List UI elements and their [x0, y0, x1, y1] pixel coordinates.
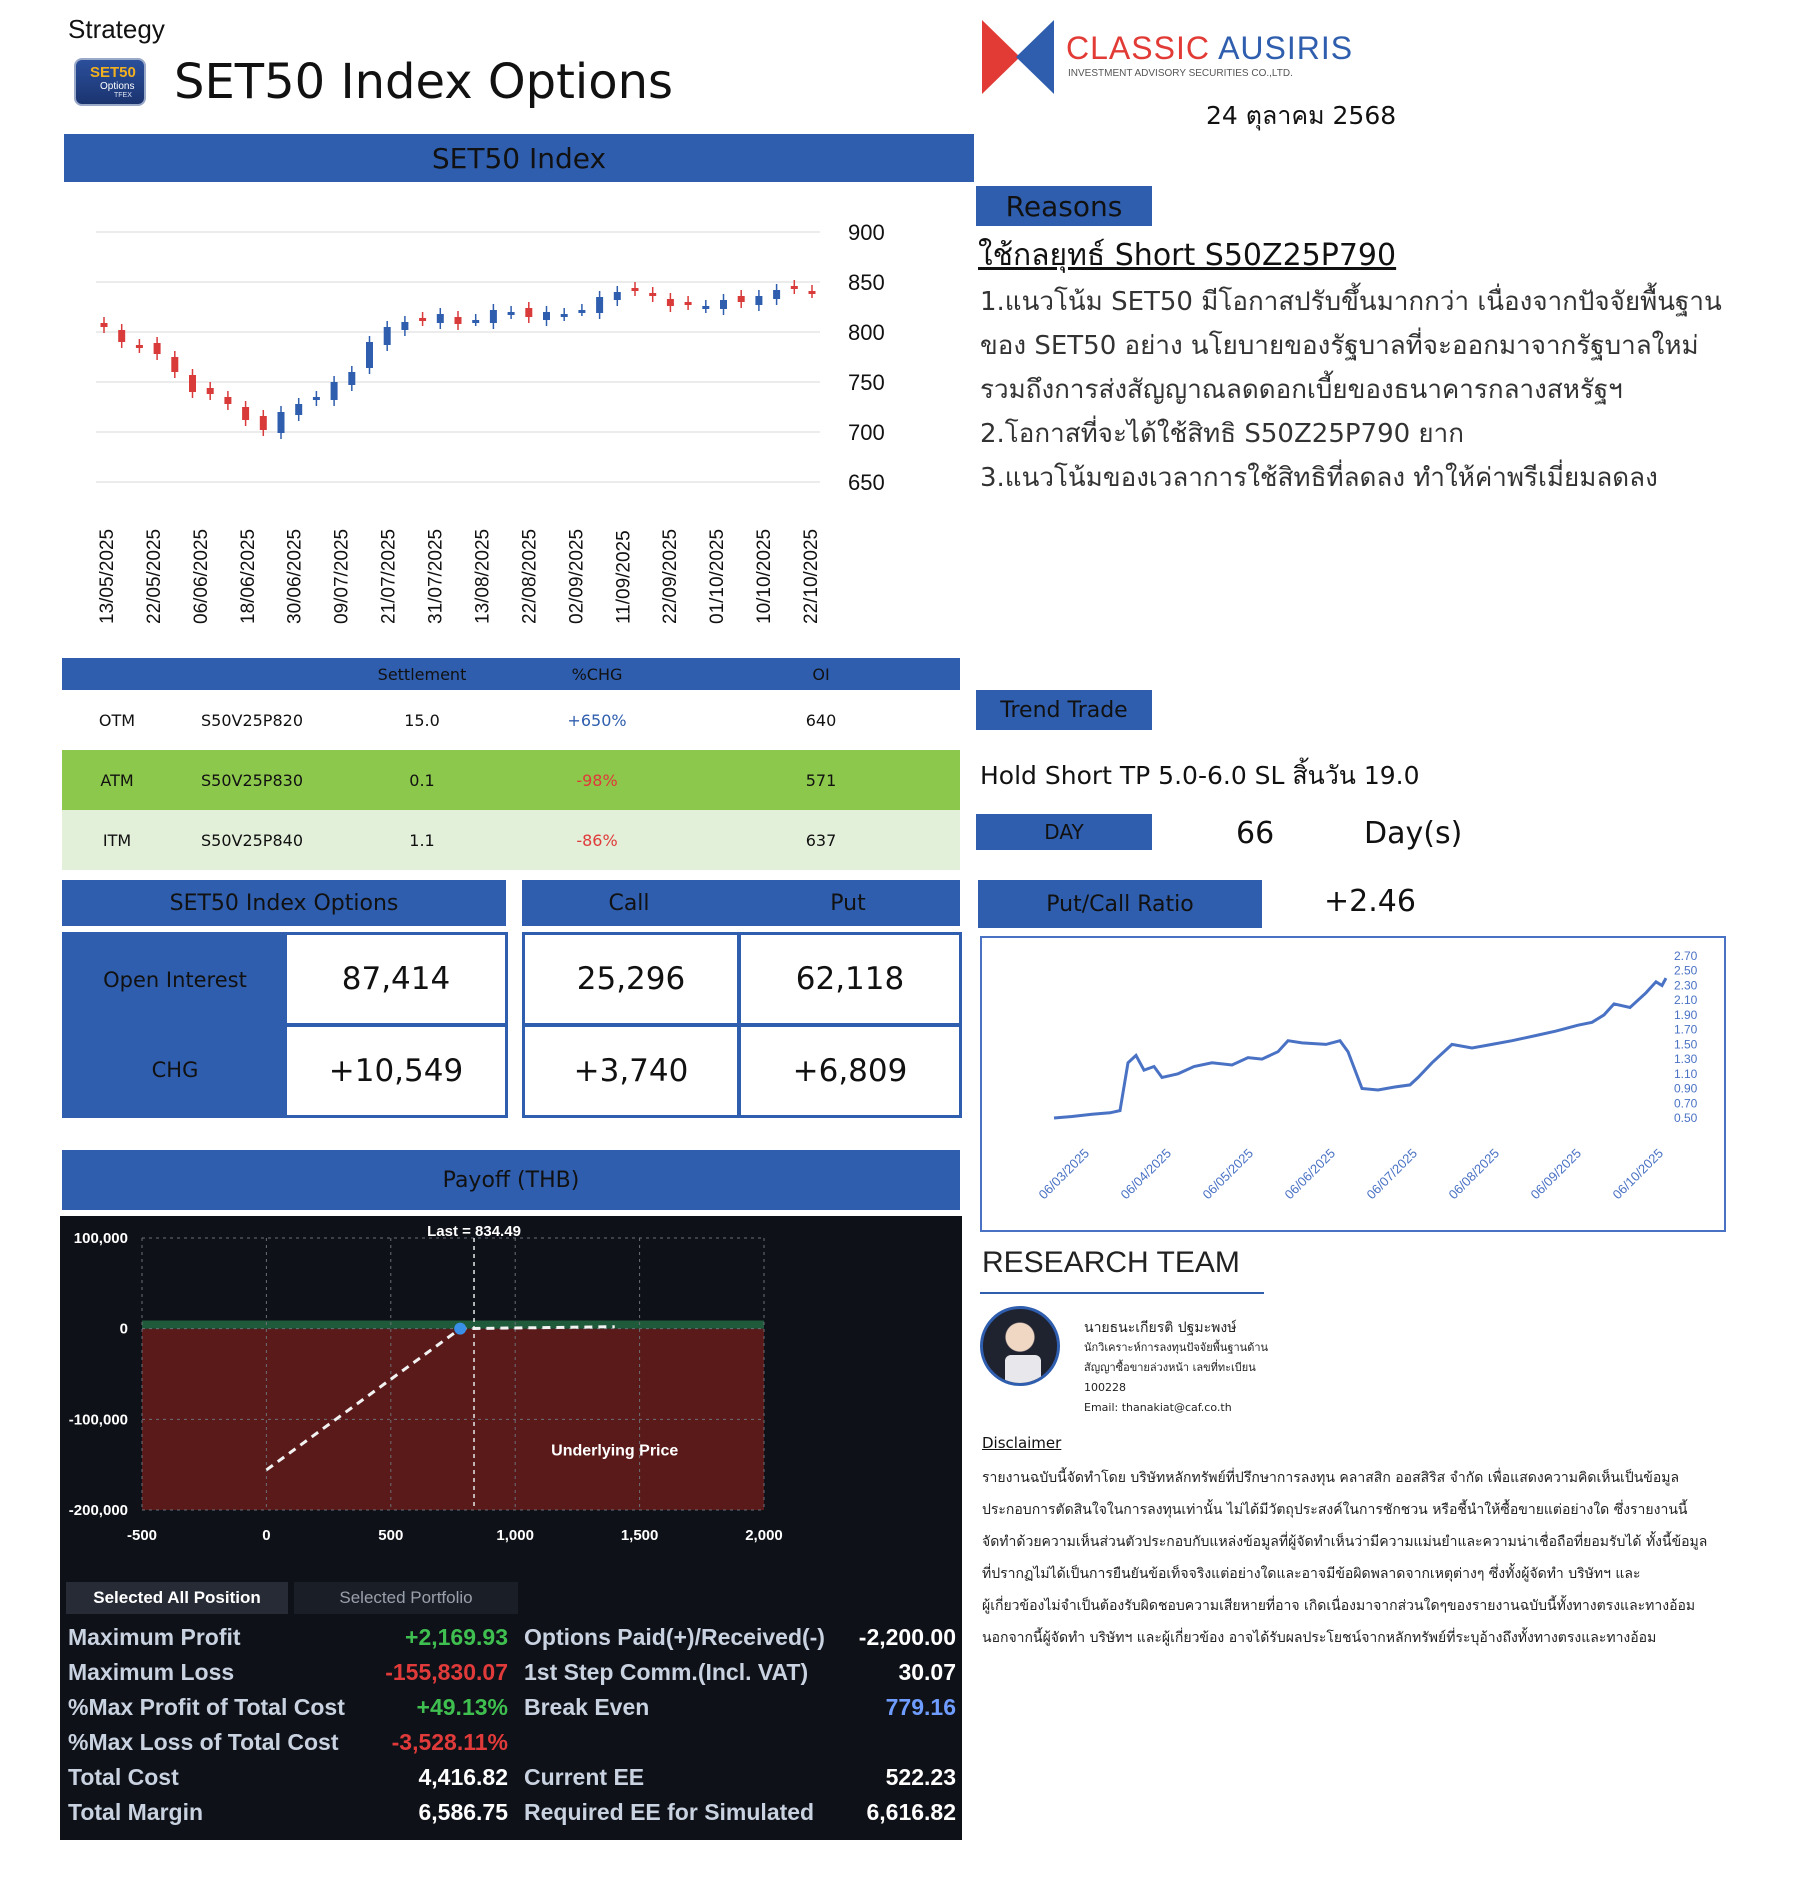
candle-body [685, 302, 692, 305]
profit-area [142, 1321, 764, 1329]
stat-label: %Max Profit of Total Cost [68, 1694, 345, 1720]
pcr-x-tick: 06/08/2025 [1445, 1145, 1503, 1203]
company-name-2: AUSIRIS [1218, 30, 1354, 66]
set50-candlestick-chart [64, 200, 974, 640]
candle-body [614, 292, 621, 300]
candle-body [384, 327, 391, 345]
payoff-y-tick: -100,000 [68, 1411, 128, 1429]
x-tick-label: 22/05/2025 [143, 528, 165, 624]
candle-body [561, 314, 568, 317]
set50-options-logo [74, 58, 146, 106]
put-call-ratio-chart [982, 938, 1724, 1230]
candle-body [101, 323, 108, 327]
x-tick-label: 01/10/2025 [707, 528, 729, 624]
pcr-x-tick: 06/09/2025 [1527, 1145, 1585, 1203]
strategy-label: Strategy [68, 14, 165, 44]
candle-body [401, 322, 408, 330]
call-label: Call [608, 890, 650, 916]
analyst-avatar [980, 1306, 1060, 1386]
payoff-panel [60, 1216, 962, 1840]
y-tick-label: 900 [848, 220, 885, 245]
pcr-x-tick: 06/04/2025 [1117, 1145, 1175, 1203]
candle-body [543, 312, 550, 320]
total-chg-value: +10,549 [287, 1027, 505, 1115]
stat-label: 1st Step Comm.(Incl. VAT) [524, 1659, 809, 1685]
payoff-chart [60, 1216, 962, 1572]
analyst-name: นายธนะเกียรติ ปฐมะพงษ์ [1084, 1320, 1237, 1336]
pcr-value: +2.46 [1324, 884, 1416, 919]
candle-body [224, 397, 231, 404]
trend-trade-tab: Trend Trade [976, 690, 1152, 730]
options-table-row [62, 810, 960, 870]
candle-body [773, 290, 780, 299]
chg-cell: -86% [576, 830, 618, 850]
stat-label: Required EE for Simulated [524, 1799, 815, 1825]
stat-value: +49.13% [416, 1694, 508, 1720]
stat-label: Break Even [524, 1694, 650, 1720]
payoff-stats [60, 1624, 962, 1834]
stat-value: 779.16 [885, 1694, 956, 1720]
payoff-x-tick: -500 [126, 1527, 158, 1544]
x-tick-label: 10/10/2025 [754, 528, 776, 624]
payoff-x-tick: 1,000 [496, 1527, 534, 1544]
candle-body [313, 397, 320, 400]
stat-label: %Max Loss of Total Cost [68, 1729, 339, 1755]
candle-body [632, 288, 639, 291]
stat-value: 4,416.82 [418, 1764, 508, 1790]
candle-body [348, 372, 355, 385]
disclaimer-line: ที่ปรากฏไม่ได้เป็นการยืนยันข้อเท็จจริงแต่อย่างใดและอาจมีข้อผิดพลาดจากเหตุต่างๆ ซึ่งทั้งผู้จัดทำ บริษัทฯ และ [982, 1566, 1641, 1582]
y-tick-label: 700 [848, 420, 885, 445]
candle-body [278, 412, 285, 433]
candle-body [295, 404, 302, 415]
moneyness-cell: ATM [100, 770, 134, 790]
stat-label: Total Margin [68, 1799, 204, 1825]
pcr-x-tick: 06/03/2025 [1035, 1145, 1093, 1203]
pcr-x-tick: 06/06/2025 [1281, 1145, 1339, 1203]
candle-body [136, 345, 143, 348]
y-tick-label: 750 [848, 370, 885, 395]
settlement-cell: 1.1 [409, 830, 435, 850]
oi-cell: 640 [805, 710, 837, 730]
reasons-tab: Reasons [976, 186, 1152, 226]
candle-body [508, 312, 515, 315]
company-subtitle: INVESTMENT ADVISORY SECURITIES CO.,LTD. [1068, 68, 1293, 79]
stat-value: -2,200.00 [858, 1624, 956, 1650]
disclaimer-line: จัดทำด้วยความเห็นส่วนตัวประกอบกับแหล่งข้อมูลที่ผู้จัดทำเห็นว่ามีความแม่นยำและความน่าเชื่อถือที่ยอมรับได้ ทั้งนี้ข้อมูล [982, 1534, 1708, 1550]
x-tick-label: 22/08/2025 [519, 528, 541, 624]
disclaimer-line: รายงานฉบับนี้จัดทำโดย บริษัทหลักทรัพย์ที่ปรึกษาการลงทุน คลาสสิก ออสสิริส จำกัด เพื่อแสดงความคิดเห็นเป็นข้อมูล [982, 1470, 1680, 1486]
candle-body [596, 297, 603, 313]
oi-summary-title: SET50 Index Options [62, 880, 506, 926]
report-date: 24 ตุลาคม 2568 [1206, 101, 1397, 130]
tab-selected-portfolio[interactable]: Selected Portfolio [294, 1582, 518, 1614]
stat-value: 6,586.75 [418, 1799, 508, 1825]
x-tick-label: 06/06/2025 [190, 528, 212, 624]
options-table-header [62, 658, 960, 690]
candle-body [720, 300, 727, 309]
last-price-label: Last = 834.49 [427, 1223, 521, 1240]
pcr-y-tick: 1.70 [1674, 1022, 1698, 1037]
stat-value: +2,169.93 [405, 1624, 508, 1650]
analyst-role-1: นักวิเคราะห์การลงทุนปัจจัยพื้นฐานด้าน [1084, 1341, 1269, 1354]
logo-sub: Options [100, 81, 135, 92]
x-tick-label: 31/07/2025 [425, 528, 447, 624]
analyst-info [1084, 1318, 1268, 1418]
day-unit: Day(s) [1364, 816, 1463, 851]
trend-trade-text: Hold Short TP 5.0-6.0 SL สิ้นวัน 19.0 [980, 761, 1420, 790]
candle-body [207, 388, 214, 394]
put-chg-value: +6,809 [741, 1027, 959, 1115]
reasons-body [980, 280, 1722, 500]
candle-body [667, 299, 674, 306]
disclaimer-line: นอกจากนี้ผู้จัดทำ บริษัทฯ และผู้เกี่ยวข้อง อาจได้รับผลประโยชน์จากหลักทรัพย์ที่ระบุอ้างถึงทั้งทางตรงและทางอ้อม [982, 1630, 1657, 1646]
disclaimer-title: Disclaimer [982, 1434, 1062, 1452]
y-tick-label: 850 [848, 270, 885, 295]
x-tick-label: 11/09/2025 [613, 530, 635, 624]
options-table-row [62, 690, 960, 750]
index-chart-banner: SET50 Index [64, 134, 974, 182]
x-tick-label: 21/07/2025 [378, 528, 400, 624]
moneyness-cell: ITM [102, 830, 132, 850]
logo-tfex: TFEX [114, 92, 132, 99]
tab-selected-all-position[interactable]: Selected All Position [66, 1582, 288, 1614]
x-tick-label: 02/09/2025 [566, 528, 588, 624]
candle-body [578, 310, 585, 313]
put-label: Put [830, 890, 866, 916]
candle-body [366, 342, 373, 368]
pcr-y-tick: 1.10 [1674, 1066, 1698, 1081]
x-tick-label: 18/06/2025 [237, 528, 259, 624]
pcr-y-tick: 1.30 [1674, 1052, 1698, 1067]
pcr-series-line [1054, 978, 1666, 1118]
pcr-x-tick: 06/10/2025 [1609, 1145, 1667, 1203]
reason-line: 3.แนวโน้มของเวลาการใช้สิทธิที่ลดลง ทำให้ค่าพรีเมี่ยมลดลง [980, 463, 1658, 493]
y-tick-label: 650 [848, 470, 885, 495]
series-cell: S50V25P840 [200, 830, 303, 850]
call-put-header [522, 880, 960, 926]
pcr-y-tick: 2.50 [1674, 963, 1698, 978]
pcr-y-tick: 2.70 [1674, 949, 1698, 963]
payoff-y-tick: 100,000 [73, 1230, 128, 1247]
stat-label: Current EE [524, 1764, 645, 1790]
pcr-x-tick: 06/07/2025 [1363, 1145, 1421, 1203]
moneyness-cell: OTM [98, 710, 136, 730]
stat-label: Total Cost [68, 1764, 179, 1790]
candle-body [189, 375, 196, 392]
pcr-chart-frame [980, 936, 1726, 1232]
payoff-x-tick: 0 [262, 1527, 271, 1544]
company-name-1: CLASSIC [1066, 30, 1210, 66]
day-label: DAY [976, 814, 1152, 850]
stat-value: 30.07 [898, 1659, 956, 1685]
candle-body [472, 320, 479, 323]
analyst-email: Email: thanakiat@caf.co.th [1084, 1401, 1232, 1414]
payoff-y-tick: 0 [119, 1320, 128, 1338]
open-interest-label: Open Interest [103, 968, 247, 993]
stat-label: Options Paid(+)/Received(-) [524, 1624, 825, 1650]
series-cell: S50V25P820 [200, 710, 303, 730]
reason-line: ของ SET50 อย่าง นโยบายของรัฐบาลที่จะออกมาจากรัฐบาลใหม่ [980, 331, 1699, 361]
candle-body [419, 318, 426, 321]
company-name [1066, 30, 1353, 67]
pcr-x-tick: 06/05/2025 [1199, 1145, 1257, 1203]
pcr-y-tick: 0.90 [1674, 1081, 1698, 1096]
series-cell: S50V25P830 [200, 770, 303, 790]
col-chg: %CHG [571, 664, 623, 684]
y-tick-label: 800 [848, 320, 885, 345]
reason-line: 1.แนวโน้ม SET50 มีโอกาสปรับขึ้นมากกว่า เนื่องจากปัจจัยพื้นฐาน [980, 287, 1722, 317]
candle-body [331, 382, 338, 400]
disclaimer-line: ประกอบการตัดสินใจในการลงทุนเท่านั้น ไม่ได้มีวัตถุประสงค์ในการชักชวน หรือชี้นำให้ซื้อขายแต่อย่างใด ซึ่งรายงานนี้ [982, 1502, 1688, 1518]
disclaimer-line: ผู้เกี่ยวข้องไม่จำเป็นต้องรับผิดชอบความเสียหายที่อาจ เกิดเนื่องมาจากส่วนใดๆของรายงานฉบับนี้ทั้งทางตรงและทางอ้อม [982, 1598, 1696, 1614]
col-settlement: Settlement [377, 664, 467, 684]
payoff-x-tick: 1,500 [620, 1527, 659, 1544]
stat-value: 6,616.82 [866, 1799, 956, 1825]
payoff-x-tick: 2,000 [745, 1527, 783, 1544]
candle-body [791, 286, 798, 289]
x-tick-label: 13/05/2025 [97, 528, 118, 624]
x-tick-label: 13/08/2025 [472, 528, 494, 624]
stat-value: 522.23 [885, 1764, 956, 1790]
stat-label: Maximum Loss [68, 1659, 235, 1685]
settlement-cell: 0.1 [409, 770, 435, 790]
candle-body [738, 296, 745, 302]
research-divider [980, 1292, 1264, 1294]
analyst-role-2: สัญญาซื้อขายล่วงหน้า เลขที่ทะเบียน [1084, 1361, 1256, 1374]
candle-body [242, 407, 249, 420]
payoff-x-tick: 500 [378, 1527, 404, 1544]
settlement-cell: 15.0 [404, 710, 440, 730]
reason-line: รวมถึงการส่งสัญญาณลดดอกเบี้ยของธนาคารกลางสหรัฐฯ [980, 375, 1623, 405]
underlying-price-label: Underlying Price [551, 1442, 679, 1460]
options-table-row [62, 750, 960, 810]
total-oi-value: 87,414 [287, 935, 505, 1023]
pcr-y-tick: 2.30 [1674, 978, 1698, 993]
options-table [62, 658, 960, 870]
reasons-headline: ใช้กลยุทธ์ Short S50Z25P790 [978, 238, 1397, 273]
pcr-y-tick: 1.50 [1674, 1037, 1698, 1052]
pcr-y-tick: 0.70 [1674, 1096, 1698, 1111]
stat-value: -155,830.07 [385, 1659, 508, 1685]
chg-cell: -98% [576, 770, 618, 790]
candle-body [809, 291, 816, 294]
x-tick-label: 22/09/2025 [660, 528, 682, 624]
candle-body [154, 343, 161, 354]
x-tick-label: 09/07/2025 [331, 528, 353, 624]
page-title: SET50 Index Options [174, 54, 674, 110]
x-tick-label: 22/10/2025 [801, 528, 822, 624]
put-oi-value: 62,118 [741, 935, 959, 1023]
payoff-y-tick: -200,000 [68, 1502, 128, 1519]
stat-value: -3,528.11% [391, 1729, 508, 1755]
candle-body [171, 357, 178, 372]
x-tick-label: 30/06/2025 [284, 528, 306, 624]
chg-label: CHG [151, 1058, 199, 1083]
oi-left-block [62, 932, 508, 1118]
candle-body [260, 416, 267, 430]
candle-body [649, 293, 656, 296]
stat-label: Maximum Profit [68, 1624, 241, 1650]
logo-text: SET50 [90, 64, 136, 81]
candle-body [118, 330, 125, 342]
oi-cell: 637 [805, 830, 837, 850]
pcr-y-tick: 1.90 [1674, 1007, 1698, 1022]
candle-body [702, 306, 709, 309]
analyst-reg-no: 100228 [1084, 1381, 1126, 1394]
research-team-title: RESEARCH TEAM [982, 1246, 1240, 1279]
pcr-label: Put/Call Ratio [978, 880, 1262, 928]
day-value: 66 [1236, 816, 1275, 851]
break-even-marker [454, 1323, 466, 1335]
candle-body [437, 314, 444, 323]
oi-cell: 571 [805, 770, 837, 790]
disclaimer-body [982, 1462, 1782, 1654]
candle-body [455, 317, 462, 324]
oi-right-block [522, 932, 962, 1118]
payoff-banner: Payoff (THB) [62, 1150, 960, 1210]
candle-body [525, 308, 532, 317]
pcr-y-tick: 2.10 [1674, 993, 1698, 1008]
company-logo [982, 20, 1054, 94]
candle-body [755, 296, 762, 305]
col-oi: OI [812, 664, 830, 684]
call-chg-value: +3,740 [525, 1027, 737, 1115]
chg-cell: +650% [567, 710, 627, 730]
pcr-y-tick: 0.50 [1674, 1111, 1698, 1125]
call-oi-value: 25,296 [525, 935, 737, 1023]
reason-line: 2.โอกาสที่จะได้ใช้สิทธิ S50Z25P790 ยาก [980, 419, 1465, 449]
candle-body [490, 310, 497, 323]
